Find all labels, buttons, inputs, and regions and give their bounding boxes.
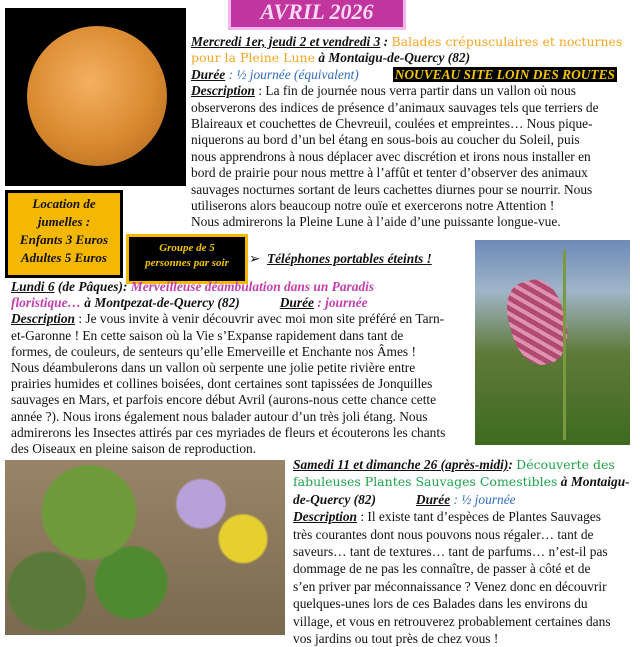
phones-text: Téléphones portables éteints ! <box>266 251 432 266</box>
event-title-cont: pour la Pleine Lune <box>191 50 315 66</box>
group-size-box <box>126 234 248 284</box>
event-wild-edible-plants: Samedi 11 et dimanche 26 (après-midi): Découverte des fabuleuses Plantes Sauvages Comestibles à Montaigu- de-Quercy (82) Durée : ½ journée Description : Il existe tant d’espèces de Plantes Sauvages très courantes dont nous pouvons nous régaler… tant de saveurs… tant de textures… tant de parfums… n’est-il pas dommage de ne pas les connaître, de passer à côté et de s’en priver par méconnaissance ? Venez donc en découvrir quelques-unes lors de ces Balades dans les environs du village, et vous en retrouverez probablement certaines dans vos jardins ou tout près de chez vous ! <box>293 457 630 646</box>
description-line: dommage de ne pas les connaître, de passer à côté et de <box>293 561 591 577</box>
full-moon-photo <box>5 8 186 186</box>
description-line: niquerons au bord d’un bel étang en sous-bois au coucher du Soleil, puis <box>191 132 580 148</box>
event-title-cont: fabuleuses Plantes Sauvages Comestibles <box>293 474 558 490</box>
description-line: année ?). Nous irons également nous balader autour d’un très joli étang. Nous <box>11 408 428 424</box>
event-date: Lundi 6 <box>11 279 55 294</box>
event-full-moon: Mercredi 1er, jeudi 2 et vendredi 3 : Balades crépusculaires et nocturnes pour la Pleine Lune à Montaigu-de-Quercy (82) Durée : ½ journée (équivalent) NOUVEAU SITE LOIN DES ROUTES Description : La fin de journée nous verra partir dans un vallon où nous observerons des indices de présence d’animaux sauvages tels que terriers de Blaireaux et couchettes de Chevreuil, coulées et empreintes… Nous pique- niquerons au bord d’un bel étang en sous-bois au coucher du Soleil, puis nous apprendrons à nous déplacer avec discrétion et irons nous installer en bord de prairie pour nous mettre à l’affût et tenter d’observer des animaux sauvages nocturnes sortant de leurs cachettes diurnes pour se nourrir. Nous utiliserons alors beaucoup notre ouïe et exercerons notre Attention ! Nous admirerons la Pleine Lune à l’aide d’une puissante longue-vue. <box>191 34 623 230</box>
event-title: Merveilleuse déambulation dans un Paradis <box>130 279 375 294</box>
description-line: Nous admirerons la Pleine Lune à l’aide d’une puissante longue-vue. <box>191 214 561 230</box>
description-line: utiliserons alors beaucoup notre ouïe et exercerons notre Attention ! <box>191 197 555 213</box>
box-line: Adultes 5 Euros <box>21 250 107 265</box>
description-line: bord de prairie pour nous mettre à l’affût et tenter d’observer des animaux <box>191 165 588 181</box>
description-label: Description <box>191 83 255 99</box>
description-line: nous apprendrons à nous déplacer avec discrétion et irons nous installer en <box>191 148 591 164</box>
box-line: jumelles : <box>37 214 91 229</box>
description-line: prairies humides et collines boisées, dont certaines sont tapissées de Jonquilles <box>11 376 433 392</box>
description-line: et-Garonne ! En cette saison où la Vie s’Expanse rapidement dans tant de <box>11 327 404 343</box>
description-line: : Je vous invite à venir découvrir avec moi mon site préféré en Tarn- <box>74 311 445 327</box>
event-date: Samedi 11 et dimanche 26 (après-midi) <box>293 457 509 472</box>
fritillary-flower-photo <box>475 240 630 445</box>
event-place: à Montaigu-de-Quercy (82) <box>314 50 471 66</box>
duration-label: Durée <box>279 295 314 311</box>
event-title: Découverte des <box>516 457 615 472</box>
binocular-rental-box <box>5 190 123 278</box>
description-line: observerons des indices de présence d’animaux sauvages tels que terriers de <box>191 99 599 115</box>
duration-label: Durée <box>415 491 451 507</box>
description-line: s’en priver par méconnaissance ? Venez donc en découvrir <box>293 578 607 594</box>
description-label: Description <box>11 311 75 327</box>
duration-value: : journée <box>313 295 368 311</box>
new-site-badge: NOUVEAU SITE LOIN DES ROUTES <box>394 66 615 82</box>
event-date: Mercredi 1er, jeudi 2 et vendredi 3 <box>191 34 381 49</box>
description-label: Description <box>293 509 357 525</box>
description-line: : Il existe tant d’espèces de Plantes Sauvages <box>356 509 601 525</box>
event-title: Balades crépusculaires et nocturnes <box>391 34 623 49</box>
duration-label: Durée <box>191 66 226 82</box>
duration-value: : ½ journée <box>450 491 516 507</box>
description-line: saveurs… tant de textures… tant de parfums… n’est-il pas <box>293 543 608 559</box>
box-line: personnes par soir <box>145 257 229 269</box>
box-line: Location de <box>32 196 96 211</box>
box-line: Groupe de 5 <box>159 242 215 254</box>
description-line: : La fin de journée nous verra partir dans un vallon où nous <box>254 83 576 99</box>
description-line: Blaireaux et couchettes de Chevreuil, coulées et empreintes… Nous pique- <box>191 115 593 131</box>
event-floral-paradise: Lundi 6 (de Pâques): Merveilleuse déambulation dans un Paradis floristique… à Montpezat-de-Quercy (82) Durée : journée Description : Je vous invite à venir découvrir avec moi mon site préféré en Tarn- et-Garonne ! En cette saison où la Vie s’Expanse rapidement dans tant de formes, de couleurs, de senteurs qu’elle Emerveille et Enchante nos Âmes ! Nous déambulerons dans un vallon où serpente une jolie petite rivière entre prairies humides et collines boisées, dont certaines sont tapissées de Jonquilles sauvages en Mars, et parfois encore début Avril (aurons-nous cette chance cette année ?). Nous irons également nous balader autour d’un très joli étang. Nous admirerons les Insectes attirés par ces myriades de fleurs et écouterons les chants des Oiseaux en pleine saison de reproduction. <box>11 279 446 456</box>
description-line: sauvages en Mars, et parfois encore début Avril (aurons-nous cette chance cette <box>11 392 437 408</box>
description-line: formes, de couleurs, de senteurs qu’elle Emerveille et Enchante nos Âmes ! <box>11 343 416 359</box>
description-line: sauvages nocturnes sortant de leurs cachettes diurnes pour se nourrir. Nous <box>191 181 593 197</box>
description-line: vos jardins ou tout près de chez vous ! <box>293 630 499 646</box>
wild-plants-baskets-photo <box>5 460 285 635</box>
box-line: Enfants 3 Euros <box>19 232 109 247</box>
description-line: Nous déambulerons dans un vallon où serpente une jolie petite rivière entre <box>11 359 416 375</box>
description-line: quelques-unes lors de ces Balades dans les environs du <box>293 596 588 612</box>
description-line: admirerons les Insectes attirés par ces myriades de fleurs et écouterons les chants <box>11 424 446 440</box>
phones-notice <box>249 250 432 267</box>
event-place-cont: de-Quercy (82) <box>293 491 376 507</box>
description-line: des Oiseaux en pleine saison de reproduction. <box>11 440 257 456</box>
duration-value: : ½ journée (équivalent) <box>225 66 359 82</box>
event-place: à Montpezat-de-Quercy (82) <box>80 295 240 311</box>
event-title-cont: floristique… <box>11 295 81 311</box>
description-line: village, et vous en retrouverez probablement certaines dans <box>293 613 611 629</box>
description-line: très courantes dont nous pouvons nous régaler… tant de <box>293 526 594 542</box>
month-title: AVRIL 2026 <box>228 0 406 30</box>
arrow-bullet-icon: ➢ <box>249 251 261 266</box>
event-place: à Montaigu- <box>557 474 630 490</box>
